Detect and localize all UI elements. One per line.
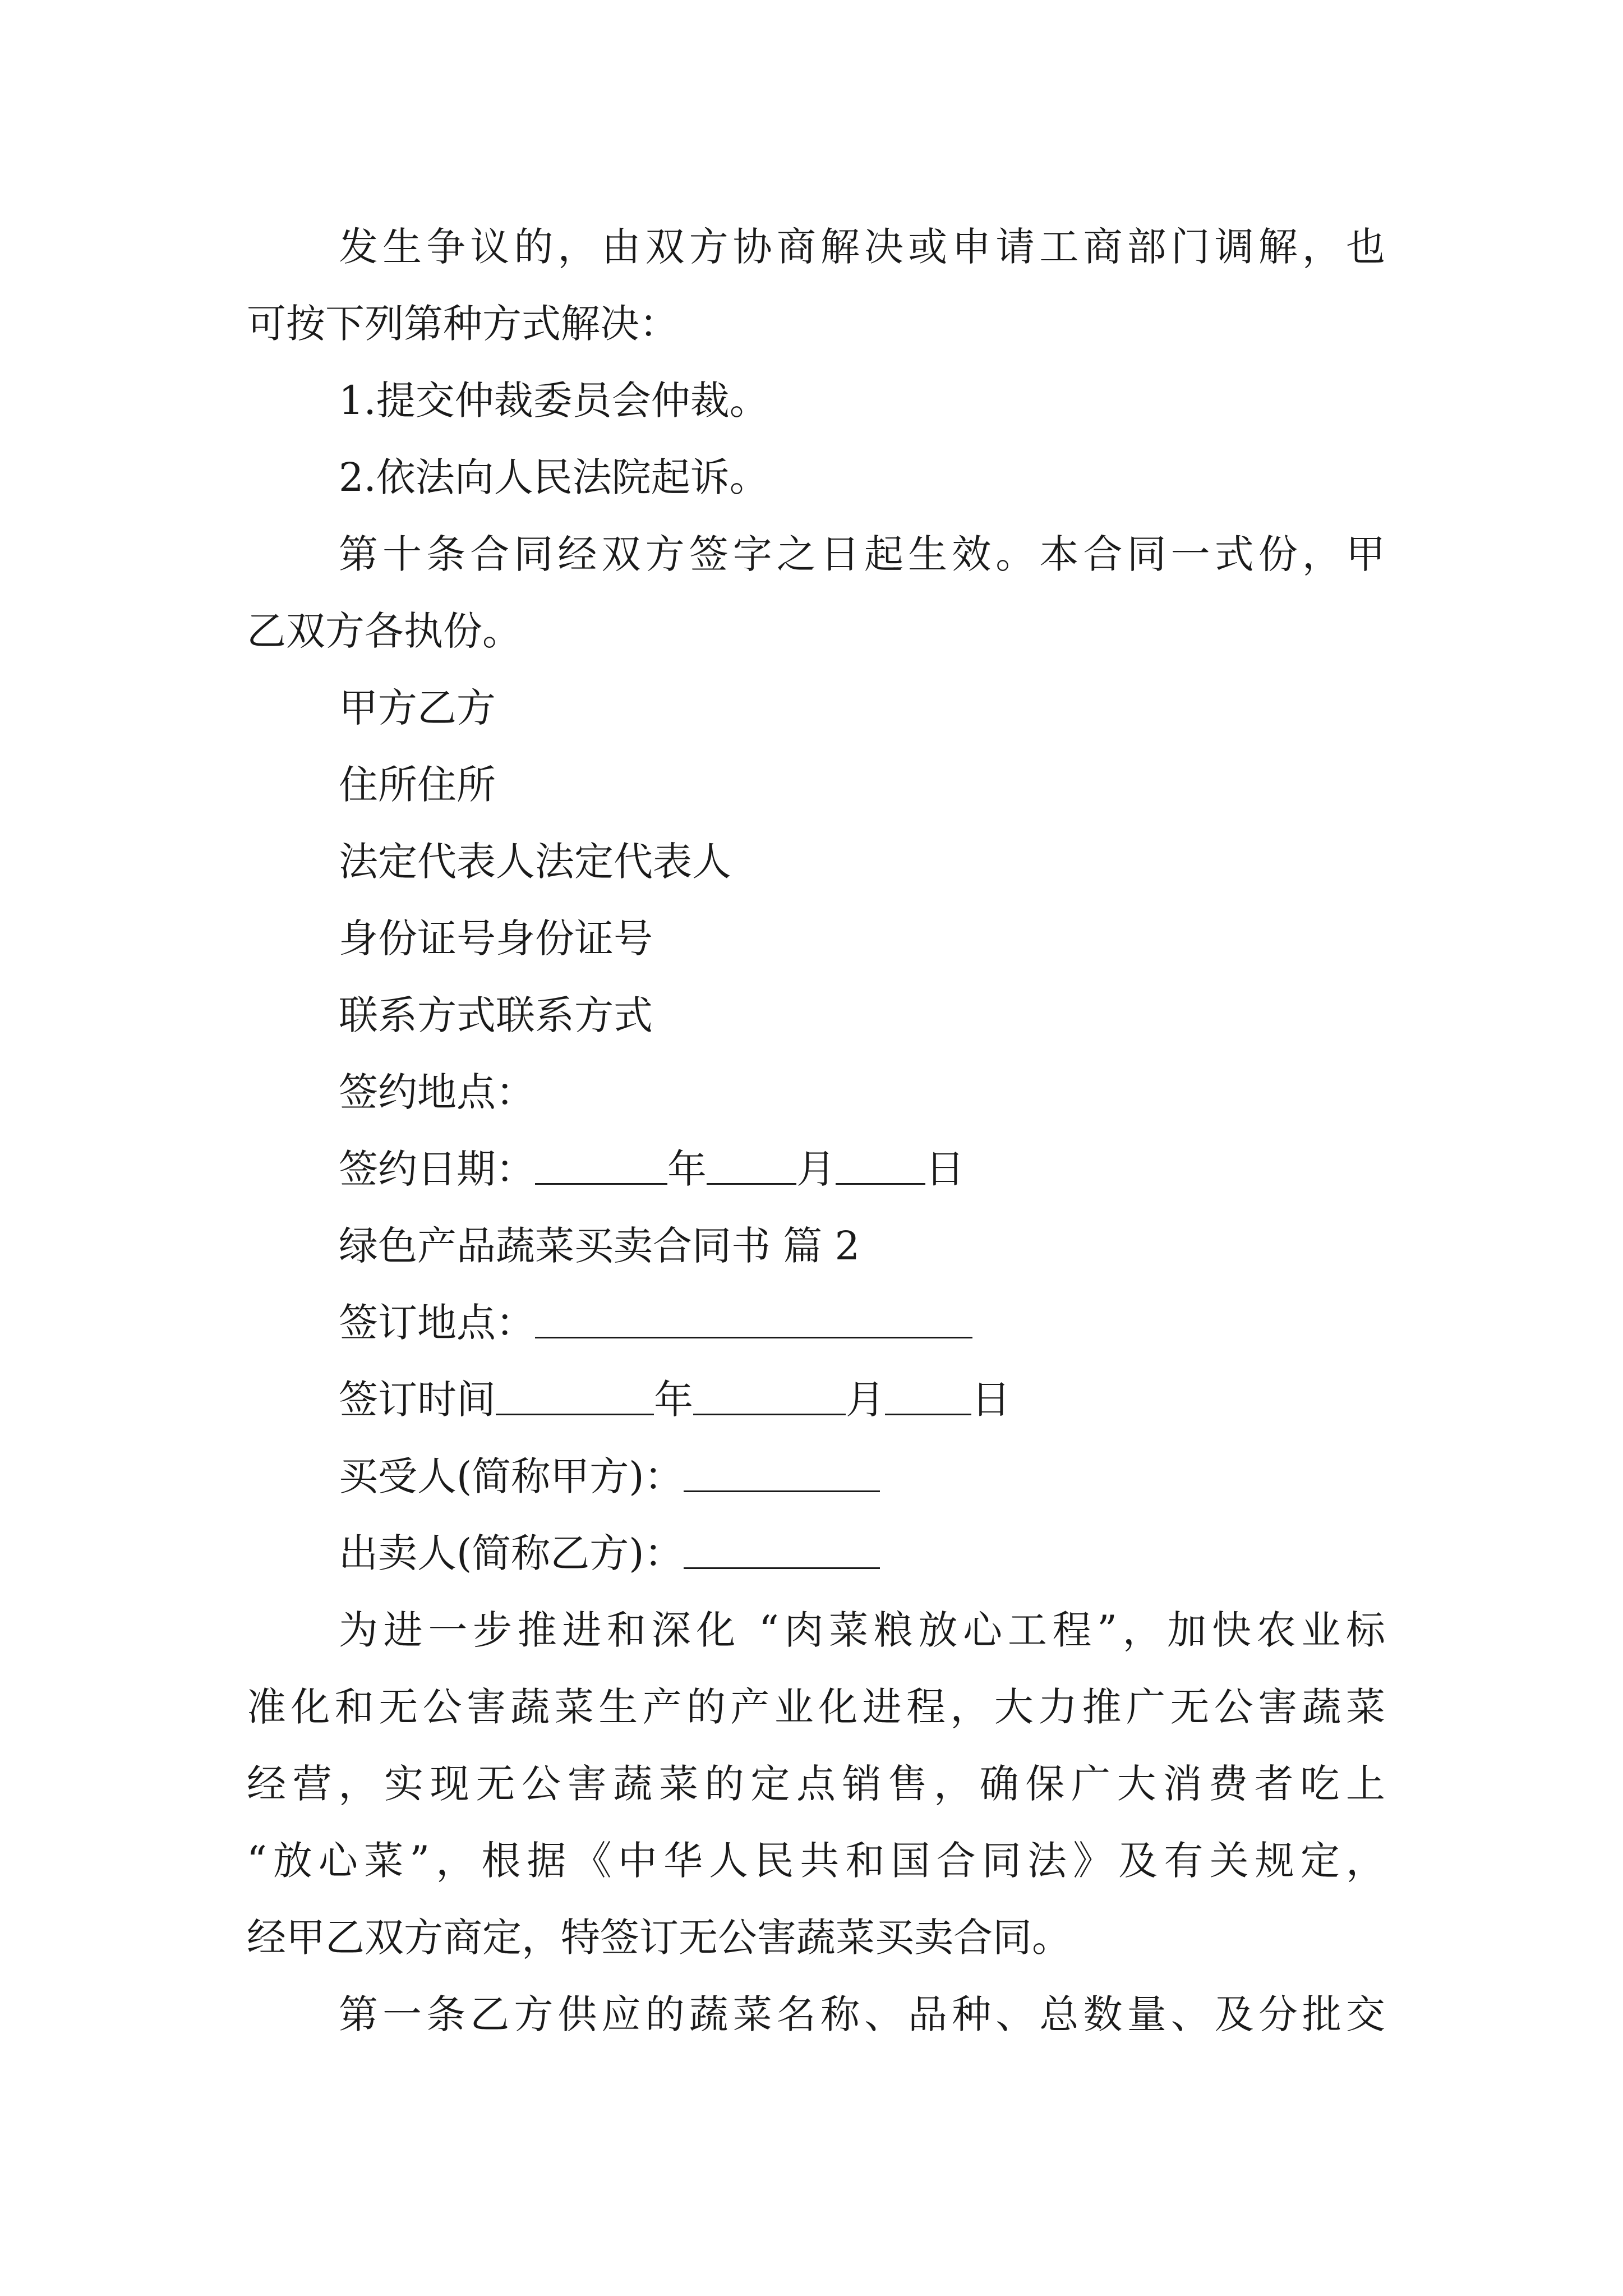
signature-address-line: 住所住所 [339,762,496,808]
site-blank [535,1296,972,1338]
paragraph-line: 准化和无公害蔬菜生产的产业化进程，大力推广无公害蔬菜 [247,1684,1385,1730]
list-item: 2.依法向人民法院起诉。 [339,454,769,500]
day-label: 日 [971,1377,1011,1423]
signing-date-label: 签约日期： [339,1146,535,1192]
paragraph-line: “放心菜”，根据《中华人民共和国合同法》及有关规定， [247,1838,1385,1884]
month-label: 月 [796,1146,836,1192]
paragraph-line: 发生争议的，由双方协商解决或申请工商部门调解，也 [339,224,1385,270]
year-label: 年 [667,1146,707,1192]
day-blank [836,1143,925,1185]
contract-site-label: 签订地点： [339,1300,535,1346]
buyer-label: 买受人(简称甲方)： [339,1453,684,1499]
seller-line [247,1515,1385,1592]
buyer-line [247,1438,1385,1515]
signing-place-line: 签约地点： [339,1069,535,1115]
month-blank [707,1143,796,1185]
paragraph-line: 乙双方各执份。 [247,608,522,654]
year-label: 年 [654,1377,693,1423]
paragraph-line: 第十条合同经双方签字之日起生效。本合同一式份，甲 [339,531,1385,577]
day-label: 日 [925,1146,965,1192]
buyer-blank [684,1450,880,1492]
paragraph-line: 经甲乙双方商定，特签订无公害蔬菜买卖合同。 [247,1915,1071,1961]
paragraph-line: 第一条乙方供应的蔬菜名称、品种、总数量、及分批交 [339,1991,1385,2037]
day-blank [885,1373,971,1415]
year-blank [496,1373,654,1415]
signature-id-line: 身份证号身份证号 [339,915,653,961]
seller-blank [684,1527,880,1569]
paragraph-line: 经营，实现无公害蔬菜的定点销售，确保广大消费者吃上 [247,1761,1385,1807]
contract-time-label: 签订时间 [339,1377,496,1423]
signature-contact-line: 联系方式联系方式 [339,992,653,1038]
signing-date-line [247,1131,1385,1208]
paragraph-line: 为进一步推进和深化 “肉菜粮放心工程”，加快农业标 [339,1607,1385,1653]
month-label: 月 [846,1377,885,1423]
signature-party-line: 甲方乙方 [339,685,496,731]
list-item: 1.提交仲裁委员会仲裁。 [339,378,769,424]
seller-label: 出卖人(简称乙方)： [339,1530,684,1576]
section-heading: 绿色产品蔬菜买卖合同书 篇 2 [339,1223,860,1269]
paragraph-line: 可按下列第种方式解决： [247,301,679,347]
contract-time-line [247,1361,1385,1438]
month-blank [693,1373,846,1415]
document-body [247,209,1385,2053]
signature-representative-line: 法定代表人法定代表人 [339,839,731,885]
year-blank [535,1143,667,1185]
contract-site-line [247,1285,1385,1361]
